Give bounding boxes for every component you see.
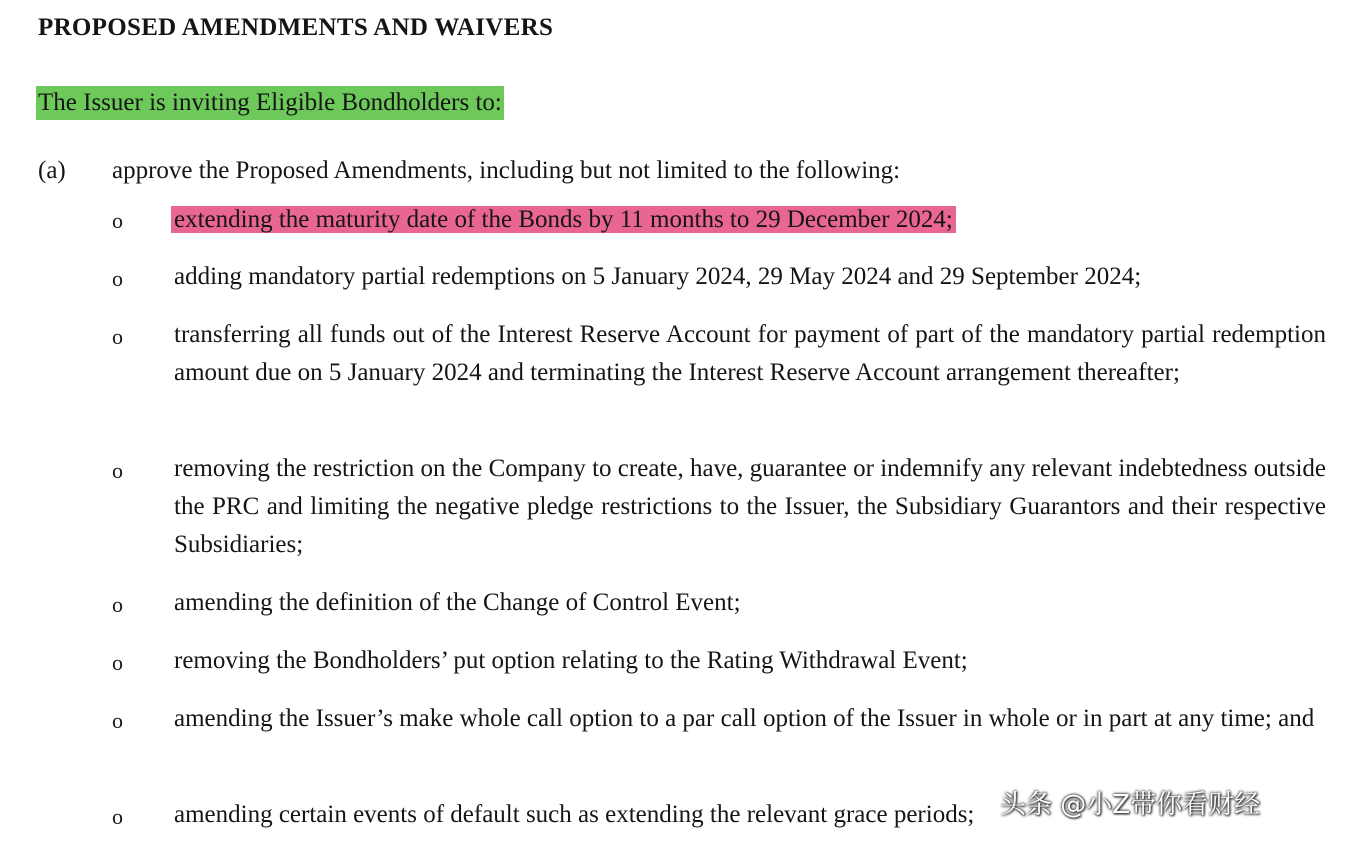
list-item-call-option: amending the Issuer’s make whole call option to a par call option of the Issuer in whole or in part at any time; and (174, 705, 1315, 732)
list-item-events-of-default: amending certain events of default such as extending the relevant grace periods; (174, 801, 975, 828)
list-item-change-of-control: amending the definition of the Change of Control Event; (174, 589, 741, 616)
list-item-interest-reserve: transferring all funds out of the Interest Reserve Account for payment of part of the mandatory partial redemption amount due on 5 January 2024 and terminating the Interest Reserve Account arrangement thereafter; (174, 321, 1326, 386)
bullet-icon: o (112, 266, 123, 291)
bullet-icon: o (112, 592, 123, 617)
section-heading: PROPOSED AMENDMENTS AND WAIVERS (38, 14, 554, 41)
bullet-icon: o (112, 708, 123, 733)
bullet-icon: o (112, 458, 123, 483)
bullet-icon: o (112, 650, 123, 675)
highlighted-item-text: extending the maturity date of the Bonds by 11 months to 29 December 2024; (171, 206, 956, 233)
list-item-negative-pledge: removing the restriction on the Company to create, have, guarantee or indemnify any relevant indebtedness outside the PRC and limiting the negative pledge restrictions to the Issuer, the Subsidiary Guarantors and their respective Subsidiaries; (174, 455, 1326, 558)
list-item-redemptions: adding mandatory partial redemptions on 5 January 2024, 29 May 2024 and 29 September 2024; (174, 263, 1142, 290)
list-item-maturity (174, 201, 956, 239)
bullet-icon: o (112, 208, 123, 233)
clause-a-text: approve the Proposed Amendments, including but not limited to the following: (112, 157, 901, 184)
list-item-put-option: removing the Bondholders’ put option relating to the Rating Withdrawal Event; (174, 647, 968, 674)
watermark: 头条 @小Z带你看财经 (1000, 790, 1261, 820)
bullet-icon: o (112, 804, 123, 829)
clause-a-marker: (a) (38, 157, 66, 184)
intro-highlighted-text: The Issuer is inviting Eligible Bondholders to: (36, 86, 504, 120)
bullet-icon: o (112, 324, 123, 349)
